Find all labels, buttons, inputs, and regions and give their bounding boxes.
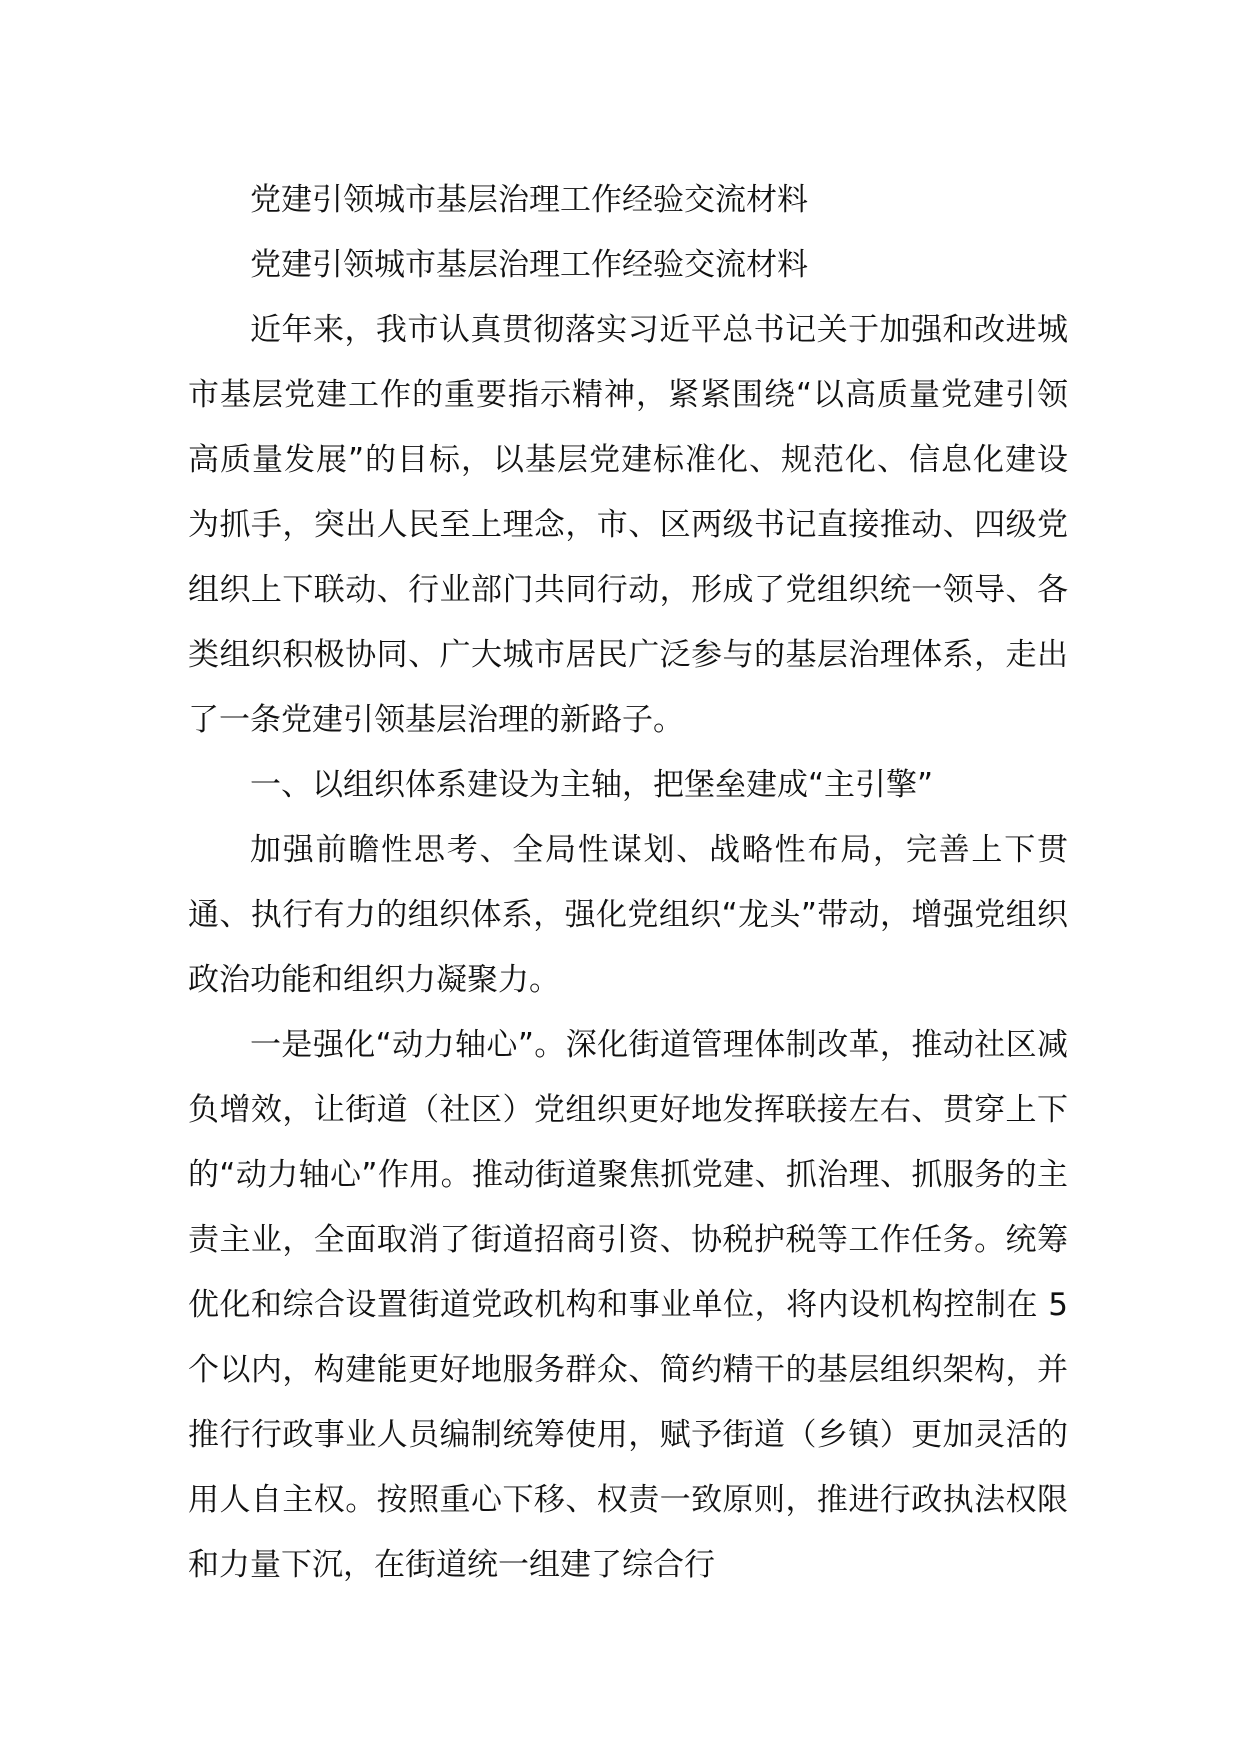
document-subtitle: 党建引领城市基层治理工作经验交流材料 [250, 247, 808, 283]
document-title: 党建引领城市基层治理工作经验交流材料 [250, 182, 808, 218]
document-body [188, 168, 1068, 1598]
section-heading-1: 一、以组织体系建设为主轴，把堡垒建成“主引擎” [250, 767, 934, 803]
intro-paragraph: 近年来，我市认真贯彻落实习近平总书记关于加强和改进城市基层党建工作的重要指示精神，紧紧围绕“以高质量党建引领高质量发展”的目标，以基层党建标准化、规范化、信息化建设为抓手，突出人民至上理念，市、区两级书记直接推动、四级党组织上下联动、行业部门共同行动，形成了党组织统一领导、各类组织积极协同、广大城市居民广泛参与的基层治理体系，走出了一条党建引领基层治理的新路子。 [188, 312, 1068, 738]
section-1-paragraph: 加强前瞻性思考、全局性谋划、战略性布局，完善上下贯通、执行有力的组织体系，强化党组织“龙头”带动，增强党组织政治功能和组织力凝聚力。 [188, 832, 1068, 998]
point-1-paragraph: 一是强化“动力轴心”。深化街道管理体制改革，推动社区减负增效，让街道（社区）党组织更好地发挥联接左右、贯穿上下的“动力轴心”作用。推动街道聚焦抓党建、抓治理、抓服务的主责主业，全面取消了街道招商引资、协税护税等工作任务。统筹优化和综合设置街道党政机构和事业单位，将内设机构控制在 5 个以内，构建能更好地服务群众、简约精干的基层组织架构，并推行行政事业人员编制统筹使用，赋予街道（乡镇）更加灵活的用人自主权。按照重心下移、权责一致原则，推进行政执法权限和力量下沉，在街道统一组建了综合行 [188, 1027, 1068, 1583]
